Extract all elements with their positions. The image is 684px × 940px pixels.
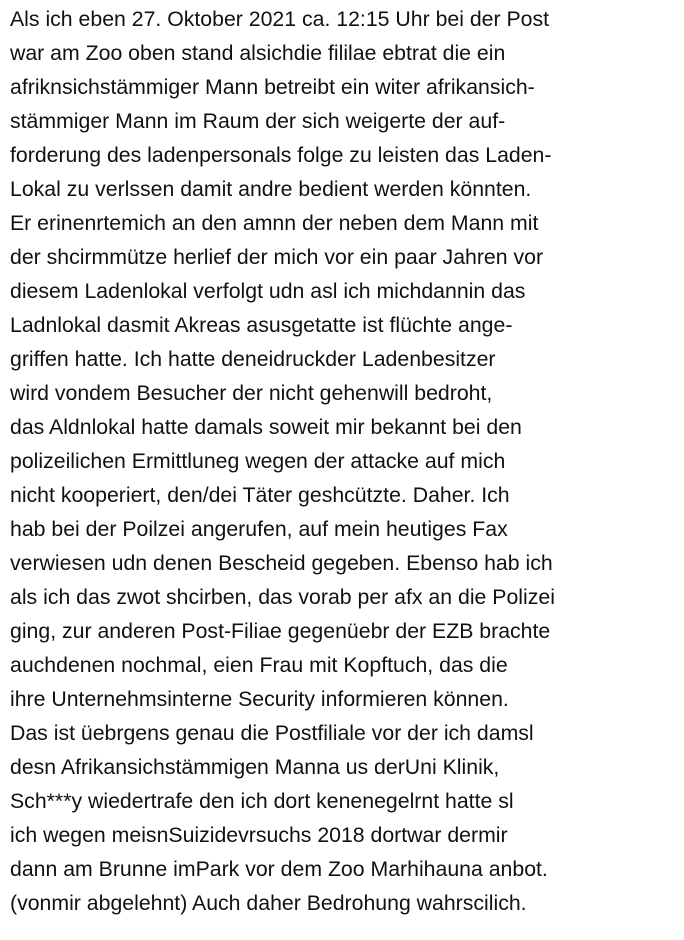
text-line: Ladnlokal dasmit Akreas asusgetatte ist flüchte ange- <box>10 313 513 337</box>
text-line: Lokal zu verlssen damit andre bedient werden könnten. <box>10 177 532 201</box>
text-line: diesem Ladenlokal verfolgt udn asl ich michdannin das <box>10 279 526 303</box>
text-line: stämmiger Mann im Raum der sich weigerte der auf- <box>10 109 506 133</box>
text-line: wird vondem Besucher der nicht gehenwill bedroht, <box>10 381 493 405</box>
text-line: afriknsichstämmiger Mann betreibt ein witer afrikansich- <box>10 75 535 99</box>
text-line: forderung des ladenpersonals folge zu leisten das Laden- <box>10 143 552 167</box>
text-line: das Aldnlokal hatte damals soweit mir bekannt bei den <box>10 415 522 439</box>
text-line: verwiesen udn denen Bescheid gegeben. Ebenso hab ich <box>10 551 553 575</box>
text-line: auchdenen nochmal, eien Frau mit Kopftuch, das die <box>10 653 508 677</box>
text-line: griffen hatte. Ich hatte deneidruckder Ladenbesitzer <box>10 347 496 371</box>
text-line: desn Afrikansichstämmigen Manna us derUni Klinik, <box>10 755 500 779</box>
text-line: ging, zur anderen Post-Filiae gegenüebr der EZB brachte <box>10 619 551 643</box>
text-line: als ich das zwot shcirben, das vorab per afx an die Polizei <box>10 585 555 609</box>
text-line: (vonmir abgelehnt) Auch daher Bedrohung wahrscilich. <box>10 891 527 915</box>
text-line: polizeilichen Ermittluneg wegen der attacke auf mich <box>10 449 506 473</box>
text-line: war am Zoo oben stand alsichdie fililae ebtrat die ein <box>10 41 506 65</box>
text-line: Als ich eben 27. Oktober 2021 ca. 12:15 Uhr bei der Post <box>10 7 550 31</box>
text-line: nicht kooperiert, den/dei Täter geshcützte. Daher. Ich <box>10 483 510 507</box>
text-line: der shcirmmütze herlief der mich vor ein paar Jahren vor <box>10 245 544 269</box>
text-line: ihre Unternehmsinterne Security informieren können. <box>10 687 509 711</box>
text-line: dann am Brunne imPark vor dem Zoo Marhihauna anbot. <box>10 857 548 881</box>
document-body <box>10 2 682 920</box>
text-line: Er erinenrtemich an den amnn der neben dem Mann mit <box>10 211 539 235</box>
text-line: ich wegen meisnSuizidevrsuchs 2018 dortwar dermir <box>10 823 508 847</box>
text-line: Sch***y wiedertrafe den ich dort kenenegelrnt hatte sl <box>10 789 514 813</box>
text-line: Das ist üebrgens genau die Postfiliale vor der ich damsl <box>10 721 534 745</box>
text-line: hab bei der Poilzei angerufen, auf mein heutiges Fax <box>10 517 508 541</box>
